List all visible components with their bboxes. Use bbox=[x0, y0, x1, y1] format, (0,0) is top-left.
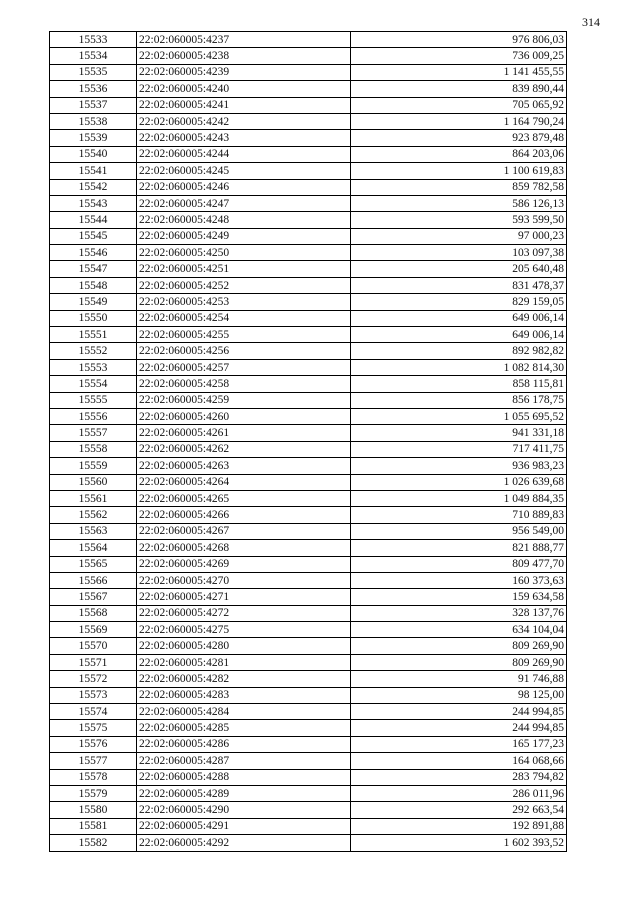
row-number-cell: 15577 bbox=[50, 753, 137, 769]
row-number-cell: 15547 bbox=[50, 261, 137, 277]
table-row bbox=[50, 818, 567, 834]
table-body bbox=[50, 32, 567, 852]
cadastral-number-cell: 22:02:060005:4238 bbox=[137, 48, 351, 64]
cadastral-value-cell: 809 269,90 bbox=[351, 654, 567, 670]
table-row bbox=[50, 195, 567, 211]
cadastral-value-cell: 1 049 884,35 bbox=[351, 490, 567, 506]
row-number-cell: 15554 bbox=[50, 376, 137, 392]
cadastral-number-cell: 22:02:060005:4244 bbox=[137, 146, 351, 162]
cadastral-number-cell: 22:02:060005:4282 bbox=[137, 671, 351, 687]
row-number-cell: 15563 bbox=[50, 523, 137, 539]
cadastral-value-cell: 292 663,54 bbox=[351, 802, 567, 818]
cadastral-value-cell: 103 097,38 bbox=[351, 245, 567, 261]
cadastral-value-cell: 1 026 639,68 bbox=[351, 474, 567, 490]
table-row bbox=[50, 113, 567, 129]
cadastral-number-cell: 22:02:060005:4241 bbox=[137, 97, 351, 113]
cadastral-value-cell: 165 177,23 bbox=[351, 736, 567, 752]
row-number-cell: 15560 bbox=[50, 474, 137, 490]
row-number-cell: 15544 bbox=[50, 212, 137, 228]
table-row bbox=[50, 835, 567, 851]
cadastral-value-cell: 809 477,70 bbox=[351, 556, 567, 572]
cadastral-number-cell: 22:02:060005:4286 bbox=[137, 736, 351, 752]
row-number-cell: 15580 bbox=[50, 802, 137, 818]
row-number-cell: 15540 bbox=[50, 146, 137, 162]
cadastral-number-cell: 22:02:060005:4246 bbox=[137, 179, 351, 195]
row-number-cell: 15578 bbox=[50, 769, 137, 785]
row-number-cell: 15559 bbox=[50, 458, 137, 474]
cadastral-number-cell: 22:02:060005:4242 bbox=[137, 113, 351, 129]
cadastral-value-cell: 1 141 455,55 bbox=[351, 64, 567, 80]
cadastral-number-cell: 22:02:060005:4272 bbox=[137, 605, 351, 621]
row-number-cell: 15582 bbox=[50, 835, 137, 851]
cadastral-value-table bbox=[49, 31, 567, 852]
table-row bbox=[50, 802, 567, 818]
cadastral-value-cell: 831 478,37 bbox=[351, 277, 567, 293]
cadastral-value-cell: 736 009,25 bbox=[351, 48, 567, 64]
table-row bbox=[50, 638, 567, 654]
row-number-cell: 15570 bbox=[50, 638, 137, 654]
cadastral-number-cell: 22:02:060005:4255 bbox=[137, 327, 351, 343]
table-row bbox=[50, 507, 567, 523]
cadastral-number-cell: 22:02:060005:4250 bbox=[137, 245, 351, 261]
table-row bbox=[50, 474, 567, 490]
row-number-cell: 15553 bbox=[50, 359, 137, 375]
table-row bbox=[50, 376, 567, 392]
cadastral-value-cell: 956 549,00 bbox=[351, 523, 567, 539]
table-row bbox=[50, 785, 567, 801]
table-row bbox=[50, 490, 567, 506]
row-number-cell: 15569 bbox=[50, 622, 137, 638]
cadastral-number-cell: 22:02:060005:4263 bbox=[137, 458, 351, 474]
cadastral-number-cell: 22:02:060005:4240 bbox=[137, 81, 351, 97]
cadastral-value-cell: 809 269,90 bbox=[351, 638, 567, 654]
row-number-cell: 15579 bbox=[50, 785, 137, 801]
row-number-cell: 15535 bbox=[50, 64, 137, 80]
table-row bbox=[50, 556, 567, 572]
cadastral-value-cell: 328 137,76 bbox=[351, 605, 567, 621]
table-row bbox=[50, 736, 567, 752]
table-row bbox=[50, 245, 567, 261]
row-number-cell: 15549 bbox=[50, 294, 137, 310]
row-number-cell: 15541 bbox=[50, 163, 137, 179]
row-number-cell: 15567 bbox=[50, 589, 137, 605]
cadastral-number-cell: 22:02:060005:4253 bbox=[137, 294, 351, 310]
cadastral-number-cell: 22:02:060005:4265 bbox=[137, 490, 351, 506]
table-row bbox=[50, 605, 567, 621]
cadastral-number-cell: 22:02:060005:4237 bbox=[137, 32, 351, 48]
cadastral-value-cell: 892 982,82 bbox=[351, 343, 567, 359]
table-row bbox=[50, 408, 567, 424]
table-row bbox=[50, 212, 567, 228]
cadastral-value-cell: 976 806,03 bbox=[351, 32, 567, 48]
table-row bbox=[50, 441, 567, 457]
row-number-cell: 15539 bbox=[50, 130, 137, 146]
cadastral-number-cell: 22:02:060005:4288 bbox=[137, 769, 351, 785]
table-row bbox=[50, 458, 567, 474]
cadastral-number-cell: 22:02:060005:4284 bbox=[137, 704, 351, 720]
cadastral-value-cell: 160 373,63 bbox=[351, 572, 567, 588]
row-number-cell: 15537 bbox=[50, 97, 137, 113]
cadastral-value-cell: 634 104,04 bbox=[351, 622, 567, 638]
row-number-cell: 15564 bbox=[50, 540, 137, 556]
cadastral-value-cell: 593 599,50 bbox=[351, 212, 567, 228]
cadastral-value-cell: 164 068,66 bbox=[351, 753, 567, 769]
cadastral-number-cell: 22:02:060005:4285 bbox=[137, 720, 351, 736]
row-number-cell: 15557 bbox=[50, 425, 137, 441]
cadastral-value-cell: 858 115,81 bbox=[351, 376, 567, 392]
table-row bbox=[50, 277, 567, 293]
table-row bbox=[50, 654, 567, 670]
row-number-cell: 15543 bbox=[50, 195, 137, 211]
table-row bbox=[50, 523, 567, 539]
table-row bbox=[50, 769, 567, 785]
cadastral-number-cell: 22:02:060005:4283 bbox=[137, 687, 351, 703]
table-row bbox=[50, 720, 567, 736]
cadastral-number-cell: 22:02:060005:4247 bbox=[137, 195, 351, 211]
cadastral-value-cell: 244 994,85 bbox=[351, 704, 567, 720]
cadastral-value-cell: 97 000,23 bbox=[351, 228, 567, 244]
table-row bbox=[50, 425, 567, 441]
cadastral-number-cell: 22:02:060005:4271 bbox=[137, 589, 351, 605]
cadastral-number-cell: 22:02:060005:4258 bbox=[137, 376, 351, 392]
cadastral-value-cell: 1 602 393,52 bbox=[351, 835, 567, 851]
row-number-cell: 15548 bbox=[50, 277, 137, 293]
row-number-cell: 15534 bbox=[50, 48, 137, 64]
cadastral-value-cell: 829 159,05 bbox=[351, 294, 567, 310]
table-row bbox=[50, 64, 567, 80]
cadastral-value-cell: 205 640,48 bbox=[351, 261, 567, 277]
cadastral-number-cell: 22:02:060005:4280 bbox=[137, 638, 351, 654]
cadastral-number-cell: 22:02:060005:4249 bbox=[137, 228, 351, 244]
row-number-cell: 15536 bbox=[50, 81, 137, 97]
cadastral-number-cell: 22:02:060005:4239 bbox=[137, 64, 351, 80]
table-row bbox=[50, 392, 567, 408]
page-number: 314 bbox=[582, 15, 600, 29]
cadastral-value-cell: 159 634,58 bbox=[351, 589, 567, 605]
row-number-cell: 15551 bbox=[50, 327, 137, 343]
row-number-cell: 15571 bbox=[50, 654, 137, 670]
row-number-cell: 15542 bbox=[50, 179, 137, 195]
cadastral-number-cell: 22:02:060005:4287 bbox=[137, 753, 351, 769]
cadastral-number-cell: 22:02:060005:4275 bbox=[137, 622, 351, 638]
cadastral-value-cell: 1 100 619,83 bbox=[351, 163, 567, 179]
table-row bbox=[50, 327, 567, 343]
cadastral-value-cell: 839 890,44 bbox=[351, 81, 567, 97]
cadastral-value-cell: 864 203,06 bbox=[351, 146, 567, 162]
cadastral-value-cell: 244 994,85 bbox=[351, 720, 567, 736]
cadastral-number-cell: 22:02:060005:4270 bbox=[137, 572, 351, 588]
table-row bbox=[50, 97, 567, 113]
cadastral-number-cell: 22:02:060005:4261 bbox=[137, 425, 351, 441]
row-number-cell: 15576 bbox=[50, 736, 137, 752]
cadastral-number-cell: 22:02:060005:4248 bbox=[137, 212, 351, 228]
row-number-cell: 15568 bbox=[50, 605, 137, 621]
cadastral-number-cell: 22:02:060005:4243 bbox=[137, 130, 351, 146]
row-number-cell: 15561 bbox=[50, 490, 137, 506]
table-row bbox=[50, 310, 567, 326]
cadastral-number-cell: 22:02:060005:4267 bbox=[137, 523, 351, 539]
row-number-cell: 15533 bbox=[50, 32, 137, 48]
cadastral-value-cell: 923 879,48 bbox=[351, 130, 567, 146]
row-number-cell: 15581 bbox=[50, 818, 137, 834]
cadastral-value-cell: 91 746,88 bbox=[351, 671, 567, 687]
row-number-cell: 15566 bbox=[50, 572, 137, 588]
row-number-cell: 15575 bbox=[50, 720, 137, 736]
row-number-cell: 15573 bbox=[50, 687, 137, 703]
table-row bbox=[50, 540, 567, 556]
cadastral-number-cell: 22:02:060005:4289 bbox=[137, 785, 351, 801]
cadastral-number-cell: 22:02:060005:4262 bbox=[137, 441, 351, 457]
table-row bbox=[50, 32, 567, 48]
cadastral-number-cell: 22:02:060005:4264 bbox=[137, 474, 351, 490]
table-row bbox=[50, 261, 567, 277]
cadastral-value-cell: 283 794,82 bbox=[351, 769, 567, 785]
table-row bbox=[50, 572, 567, 588]
cadastral-value-cell: 717 411,75 bbox=[351, 441, 567, 457]
cadastral-value-cell: 936 983,23 bbox=[351, 458, 567, 474]
cadastral-number-cell: 22:02:060005:4252 bbox=[137, 277, 351, 293]
cadastral-number-cell: 22:02:060005:4254 bbox=[137, 310, 351, 326]
row-number-cell: 15545 bbox=[50, 228, 137, 244]
cadastral-value-cell: 821 888,77 bbox=[351, 540, 567, 556]
table-row bbox=[50, 146, 567, 162]
table-row bbox=[50, 179, 567, 195]
row-number-cell: 15574 bbox=[50, 704, 137, 720]
cadastral-number-cell: 22:02:060005:4291 bbox=[137, 818, 351, 834]
row-number-cell: 15556 bbox=[50, 408, 137, 424]
cadastral-number-cell: 22:02:060005:4256 bbox=[137, 343, 351, 359]
cadastral-value-cell: 192 891,88 bbox=[351, 818, 567, 834]
cadastral-number-cell: 22:02:060005:4269 bbox=[137, 556, 351, 572]
table-row bbox=[50, 622, 567, 638]
row-number-cell: 15565 bbox=[50, 556, 137, 572]
row-number-cell: 15572 bbox=[50, 671, 137, 687]
cadastral-number-cell: 22:02:060005:4245 bbox=[137, 163, 351, 179]
cadastral-value-cell: 705 065,92 bbox=[351, 97, 567, 113]
cadastral-number-cell: 22:02:060005:4251 bbox=[137, 261, 351, 277]
table-row bbox=[50, 343, 567, 359]
cadastral-value-cell: 649 006,14 bbox=[351, 327, 567, 343]
cadastral-value-cell: 1 082 814,30 bbox=[351, 359, 567, 375]
cadastral-number-cell: 22:02:060005:4259 bbox=[137, 392, 351, 408]
cadastral-number-cell: 22:02:060005:4266 bbox=[137, 507, 351, 523]
row-number-cell: 15558 bbox=[50, 441, 137, 457]
row-number-cell: 15562 bbox=[50, 507, 137, 523]
row-number-cell: 15538 bbox=[50, 113, 137, 129]
table-row bbox=[50, 163, 567, 179]
row-number-cell: 15552 bbox=[50, 343, 137, 359]
row-number-cell: 15550 bbox=[50, 310, 137, 326]
table-row bbox=[50, 130, 567, 146]
table-row bbox=[50, 48, 567, 64]
cadastral-number-cell: 22:02:060005:4290 bbox=[137, 802, 351, 818]
table-row bbox=[50, 228, 567, 244]
cadastral-value-cell: 1 055 695,52 bbox=[351, 408, 567, 424]
cadastral-value-cell: 710 889,83 bbox=[351, 507, 567, 523]
cadastral-number-cell: 22:02:060005:4281 bbox=[137, 654, 351, 670]
cadastral-value-cell: 286 011,96 bbox=[351, 785, 567, 801]
cadastral-number-cell: 22:02:060005:4260 bbox=[137, 408, 351, 424]
cadastral-value-cell: 649 006,14 bbox=[351, 310, 567, 326]
row-number-cell: 15555 bbox=[50, 392, 137, 408]
table-row bbox=[50, 671, 567, 687]
cadastral-number-cell: 22:02:060005:4257 bbox=[137, 359, 351, 375]
cadastral-value-cell: 98 125,00 bbox=[351, 687, 567, 703]
cadastral-value-cell: 586 126,13 bbox=[351, 195, 567, 211]
table-row bbox=[50, 294, 567, 310]
table-row bbox=[50, 687, 567, 703]
table-row bbox=[50, 589, 567, 605]
table-row bbox=[50, 359, 567, 375]
cadastral-value-cell: 856 178,75 bbox=[351, 392, 567, 408]
cadastral-number-cell: 22:02:060005:4292 bbox=[137, 835, 351, 851]
table-row bbox=[50, 81, 567, 97]
cadastral-number-cell: 22:02:060005:4268 bbox=[137, 540, 351, 556]
table-row bbox=[50, 704, 567, 720]
cadastral-value-cell: 1 164 790,24 bbox=[351, 113, 567, 129]
cadastral-value-cell: 859 782,58 bbox=[351, 179, 567, 195]
row-number-cell: 15546 bbox=[50, 245, 137, 261]
cadastral-value-cell: 941 331,18 bbox=[351, 425, 567, 441]
table-row bbox=[50, 753, 567, 769]
